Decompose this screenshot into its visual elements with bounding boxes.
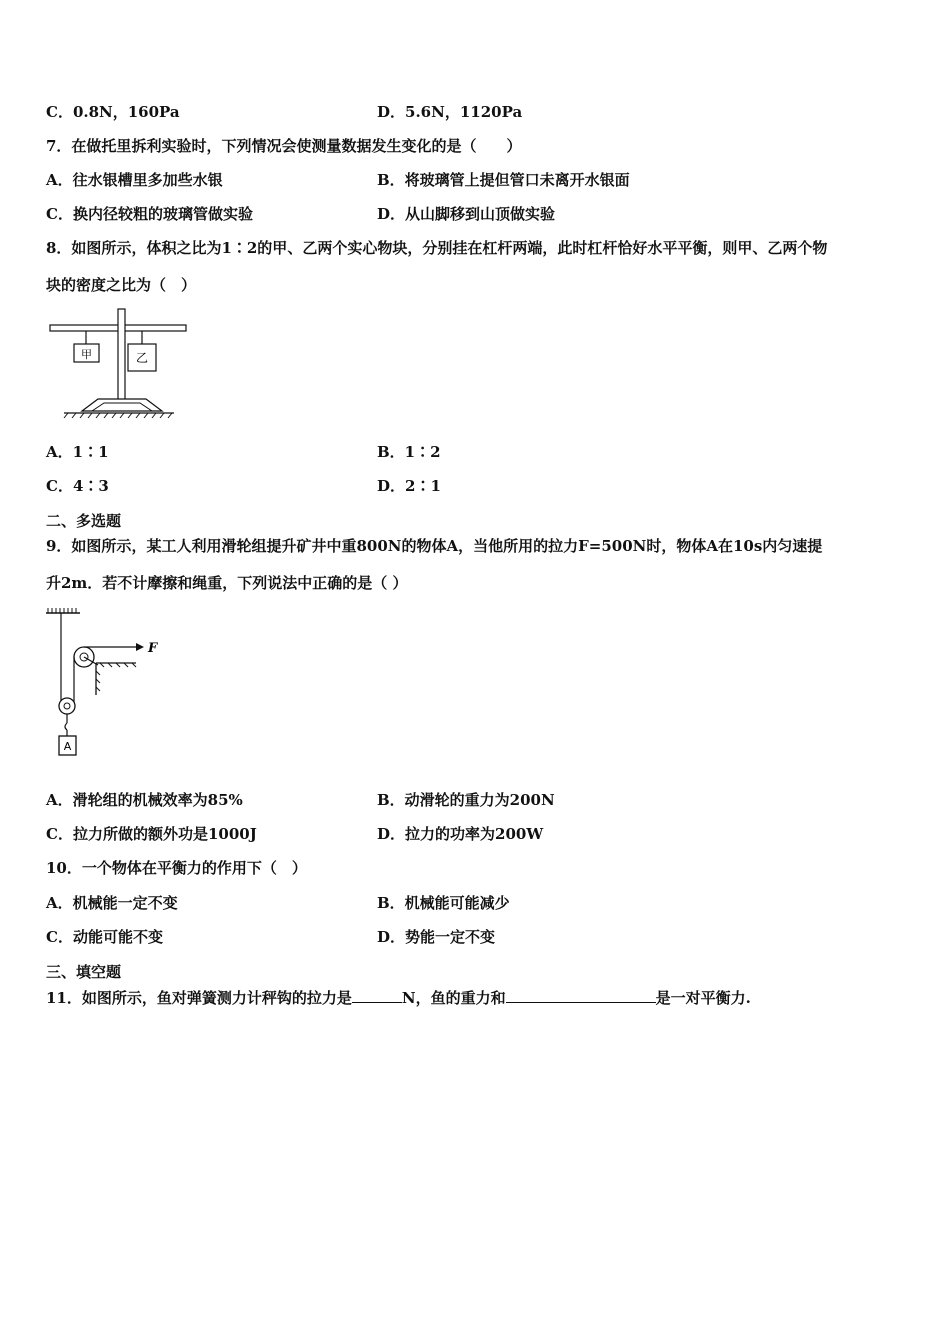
- q9-stem-line2: 升2m．若不计摩擦和绳重，下列说法中正确的是（ ）: [46, 574, 408, 592]
- q7-option-b: B．将玻璃管上提但管口未离开水银面: [377, 171, 630, 189]
- pulley-figure: [40, 605, 160, 760]
- q7-stem: 7．在做托里拆利实验时，下列情况会使测量数据发生变化的是（ ）: [46, 137, 522, 155]
- q10-option-b: B．机械能可能减少: [377, 894, 510, 912]
- q8-option-c: C．4∶3: [46, 477, 109, 495]
- lever-post: [118, 309, 125, 407]
- q10-stem: 10．一个物体在平衡力的作用下（ ）: [46, 859, 307, 877]
- q10-option-a: A．机械能一定不变: [46, 894, 178, 912]
- q11-part1: 11．如图所示，鱼对弹簧测力计秤钩的拉力是: [46, 989, 352, 1007]
- q7-option-d: D．从山脚移到山顶做实验: [377, 205, 556, 223]
- block-jia-label: 甲: [81, 348, 92, 361]
- q11-blank-2[interactable]: [506, 987, 656, 1003]
- q8-option-b: B．1∶2: [377, 443, 441, 461]
- block-yi-label: 乙: [135, 351, 149, 365]
- force-arrow: [136, 643, 144, 651]
- q11-part3: 是一对平衡力.: [655, 989, 751, 1007]
- q9-option-c: C．拉力所做的额外功是1000J: [46, 825, 257, 843]
- q6-option-d: D．5.6N，1120Pa: [377, 103, 523, 121]
- q9-stem-line1: 9．如图所示，某工人利用滑轮组提升矿井中重800N的物体A，当他所用的拉力F=500N时，物体A在10s内匀速提: [46, 537, 823, 555]
- q8-option-d: D．2∶1: [377, 477, 441, 495]
- movable-pulley: [59, 698, 75, 714]
- q9-option-a: A．滑轮组的机械效率为85%: [46, 791, 243, 809]
- q6-option-c: C．0.8N，160Pa: [46, 103, 180, 121]
- q7-option-c: C．换内径较粗的玻璃管做实验: [46, 205, 253, 223]
- q8-stem-line1: 8．如图所示，体积之比为1∶2的甲、乙两个实心物块，分别挂在杠杆两端，此时杠杆恰好水平平衡，则甲、乙两个物: [46, 239, 828, 257]
- q8-option-a: A．1∶1: [46, 443, 109, 461]
- q11-blank-1[interactable]: [352, 987, 402, 1003]
- section3-title: 三、填空题: [46, 963, 122, 981]
- block-a-label: A: [63, 740, 72, 753]
- q7-option-a: A．往水银槽里多加些水银: [46, 171, 223, 189]
- q9-option-d: D．拉力的功率为200W: [377, 825, 544, 843]
- q10-option-d: D．势能一定不变: [377, 928, 496, 946]
- q8-stem-line2: 块的密度之比为（ ）: [46, 276, 197, 294]
- lever-figure: [44, 303, 194, 423]
- q10-option-c: C．动能可能不变: [46, 928, 163, 946]
- q11-line: [46, 987, 751, 1008]
- q9-option-b: B．动滑轮的重力为200N: [377, 791, 555, 809]
- q11-part2: N，鱼的重力和: [401, 989, 506, 1007]
- force-label: F: [148, 641, 158, 656]
- section2-title: 二、多选题: [46, 512, 122, 530]
